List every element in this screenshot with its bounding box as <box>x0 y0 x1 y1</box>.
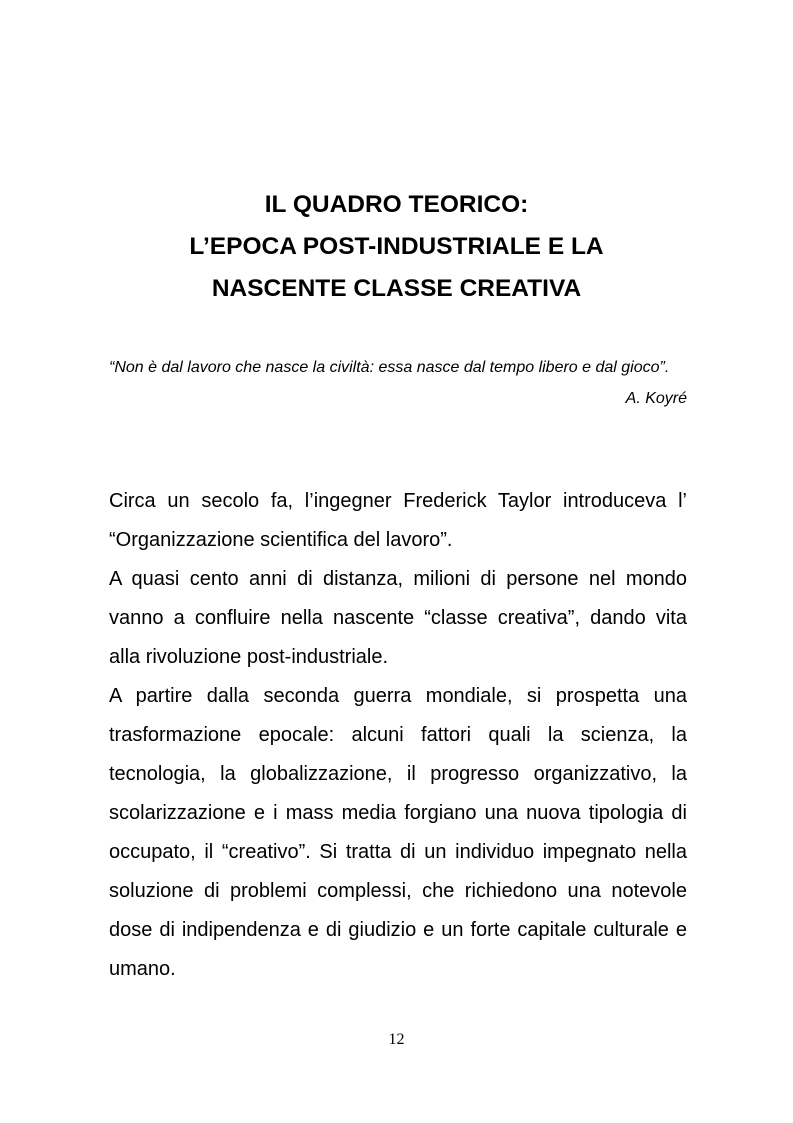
epigraph-text: “Non è dal lavoro che nasce la civiltà: essa nasce dal tempo libero e dal gioco”. <box>109 359 670 376</box>
epigraph-author: A. Koyré <box>625 390 687 407</box>
chapter-title-line-2: L’EPOCA POST-INDUSTRIALE E LA <box>189 233 604 260</box>
body-text <box>109 482 687 989</box>
epigraph <box>109 352 687 414</box>
chapter-title-line-1: IL QUADRO TEORICO: <box>264 191 529 218</box>
chapter-title <box>0 184 793 310</box>
page-number: 12 <box>388 1031 405 1048</box>
chapter-title-line-3: NASCENTE CLASSE CREATIVA <box>211 275 582 302</box>
paragraph: Circa un secolo fa, l’ingegner Frederick Taylor introduceva l’ “Organizzazione scientifica del lavoro”. <box>109 490 687 551</box>
paragraph: A quasi cento anni di distanza, milioni di persone nel mondo vanno a confluire nella nascente “classe creativa”, dando vita alla rivoluzione post-industriale. <box>109 568 687 668</box>
paragraph: A partire dalla seconda guerra mondiale, si prospetta una trasformazione epocale: alcuni fattori quali la scienza, la tecnologia, la globalizzazione, il progresso organizzativo, la scolarizzazione e i mass media forgiano una nuova tipologia di occupato, il “creativo”. Si tratta di un individuo impegnato nella soluzione di problemi complessi, che richiedono una notevole dose di indipendenza e di giudizio e un forte capitale culturale e umano. <box>109 685 687 980</box>
